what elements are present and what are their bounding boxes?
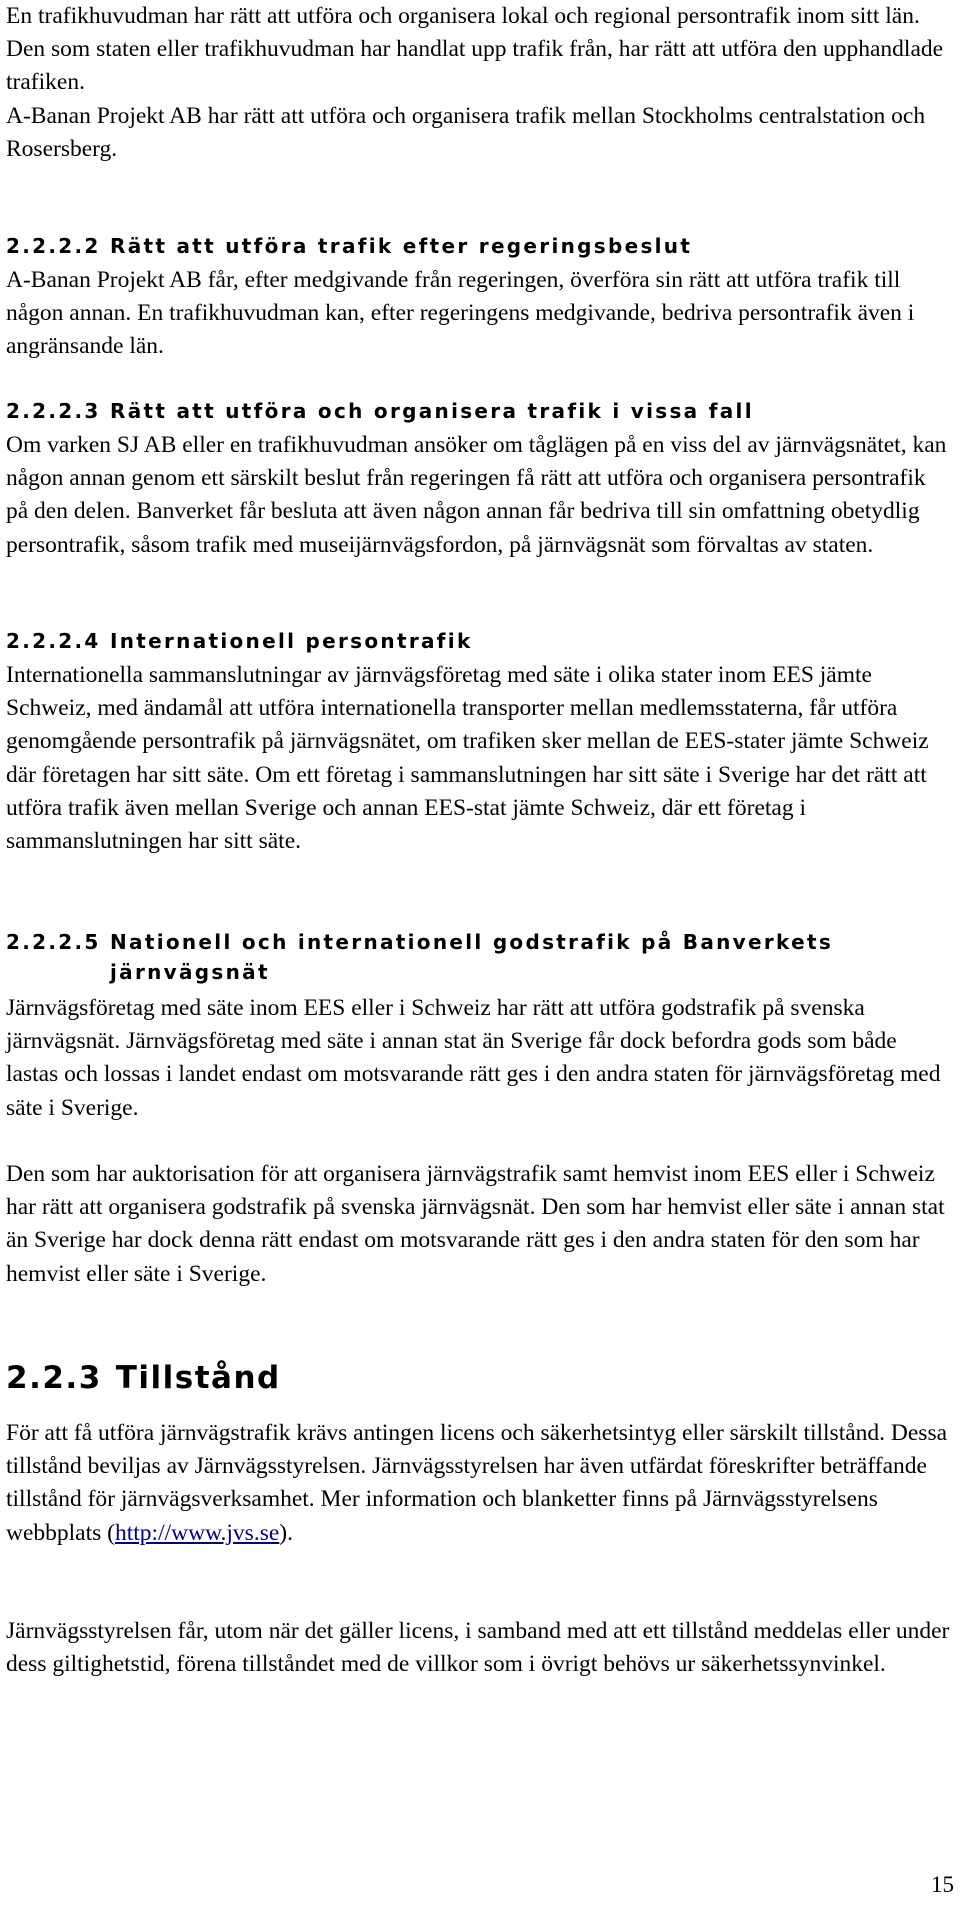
page-number: 15 (931, 1872, 954, 1897)
section-title-line-2: järnvägsnät (110, 960, 270, 984)
section-title: Tillstånd (115, 1360, 281, 1396)
section-heading-2-2-2-5 (6, 927, 952, 987)
section-heading-2-2-2-4 (6, 626, 952, 656)
section-number: 2.2.2.5 (6, 930, 101, 954)
section-heading-2-2-2-2 (6, 231, 952, 261)
section-title: Internationell persontrafik (110, 629, 473, 653)
section-body-2-2-2-3: Om varken SJ AB eller en trafikhuvudman ansöker om tåglägen på en viss del av järnvägsnätet, kan någon annan genom ett särskilt beslut från regeringen få rätt att utföra och organisera persontrafik på den delen. Banverket får besluta att även någon annan får bedriva till sin omfattning obetydlig persontrafik, såsom trafik med museijärnvägsfordon, på järnvägsnät som förvaltas av staten. (6, 432, 947, 558)
section-number: 2.2.2.4 (6, 629, 101, 653)
section-body-2-2-3-paragraph-1 (6, 1417, 952, 1550)
section-number: 2.2.3 (6, 1360, 102, 1396)
section-body-2-2-2-4: Internationella sammanslutningar av järnvägsföretag med säte i olika stater inom EES jämte Schweiz, med ändamål att utföra internationella transporter mellan medlemsstaterna, får utföra genomgående persontrafik på järnvägsnätet, om trafiken sker mellan de EES-stater jämte Schweiz där företagen har sitt säte. Om ett företag i sammanslutningen har sitt säte i Sverige har det rätt att utföra trafik även mellan Sverige och annan EES-stat jämte Schweiz, där ett företag i sammanslutningen har sitt säte. (6, 662, 929, 855)
section-number: 2.2.2.3 (6, 399, 101, 423)
section-body-2-2-2-2: A-Banan Projekt AB får, efter medgivande från regeringen, överföra sin rätt att utföra trafik till någon annan. En trafikhuvudman kan, efter regeringens medgivande, bedriva persontrafik även i angränsande län. (6, 267, 915, 360)
body-text: För att få utföra järnvägstrafik krävs antingen licens och säkerhetsintyg eller särskilt tillstånd. Dessa tillstånd beviljas av Järnvägsstyrelsen. Järnvägsstyrelsen har även utfärdat föreskrifter beträffande tillstånd för järnvägsverksamhet. Mer information och blanketter finns på Järnvägsstyrelsens webbplats ( (6, 1420, 948, 1546)
intro-paragraph-1: En trafikhuvudman har rätt att utföra och organisera lokal och regional persontrafik inom sitt län. Den som staten eller trafikhuvudman har handlat upp trafik från, har rätt att utföra den upphandlade trafiken. (6, 3, 944, 96)
section-title-line-1: Nationell och internationell godstrafik på Banverkets (110, 930, 834, 954)
section-heading-2-2-3 (6, 1358, 281, 1398)
jvs-website-link[interactable]: http://www.jvs.se (115, 1519, 280, 1546)
body-text-end: ). (279, 1519, 293, 1546)
section-number: 2.2.2.2 (6, 234, 101, 258)
section-title: Rätt att utföra trafik efter regeringsbeslut (110, 234, 693, 258)
section-body-2-2-3-paragraph-2: Järnvägsstyrelsen får, utom när det gäller licens, i samband med att ett tillstånd meddelas eller under dess giltighetstid, förena tillståndet med de villkor som i övrigt behövs ur säkerhetssynvinkel. (6, 1618, 950, 1678)
intro-paragraph-2: A-Banan Projekt AB har rätt att utföra och organisera trafik mellan Stockholms centralstation och Rosersberg. (6, 103, 926, 163)
section-heading-2-2-2-3 (6, 396, 952, 426)
section-body-2-2-2-5-paragraph-2: Den som har auktorisation för att organisera järnvägstrafik samt hemvist inom EES eller i Schweiz har rätt att organisera godstrafik på svenska järnvägsnät. Den som har hemvist eller säte i annan stat än Sverige har dock denna rätt endast om motsvarande rätt ges i den andra staten för den som har hemvist eller säte i Sverige. (6, 1161, 945, 1287)
section-body-2-2-2-5-paragraph-1: Järnvägsföretag med säte inom EES eller i Schweiz har rätt att utföra godstrafik på svenska järnvägsnät. Järnvägsföretag med säte i annan stat än Sverige får dock befordra gods som både lastas och lossas i landet endast om motsvarande rätt ges i den andra staten för järnvägsföretag med säte i Sverige. (6, 995, 941, 1121)
section-title: Rätt att utföra och organisera trafik i vissa fall (110, 399, 754, 423)
